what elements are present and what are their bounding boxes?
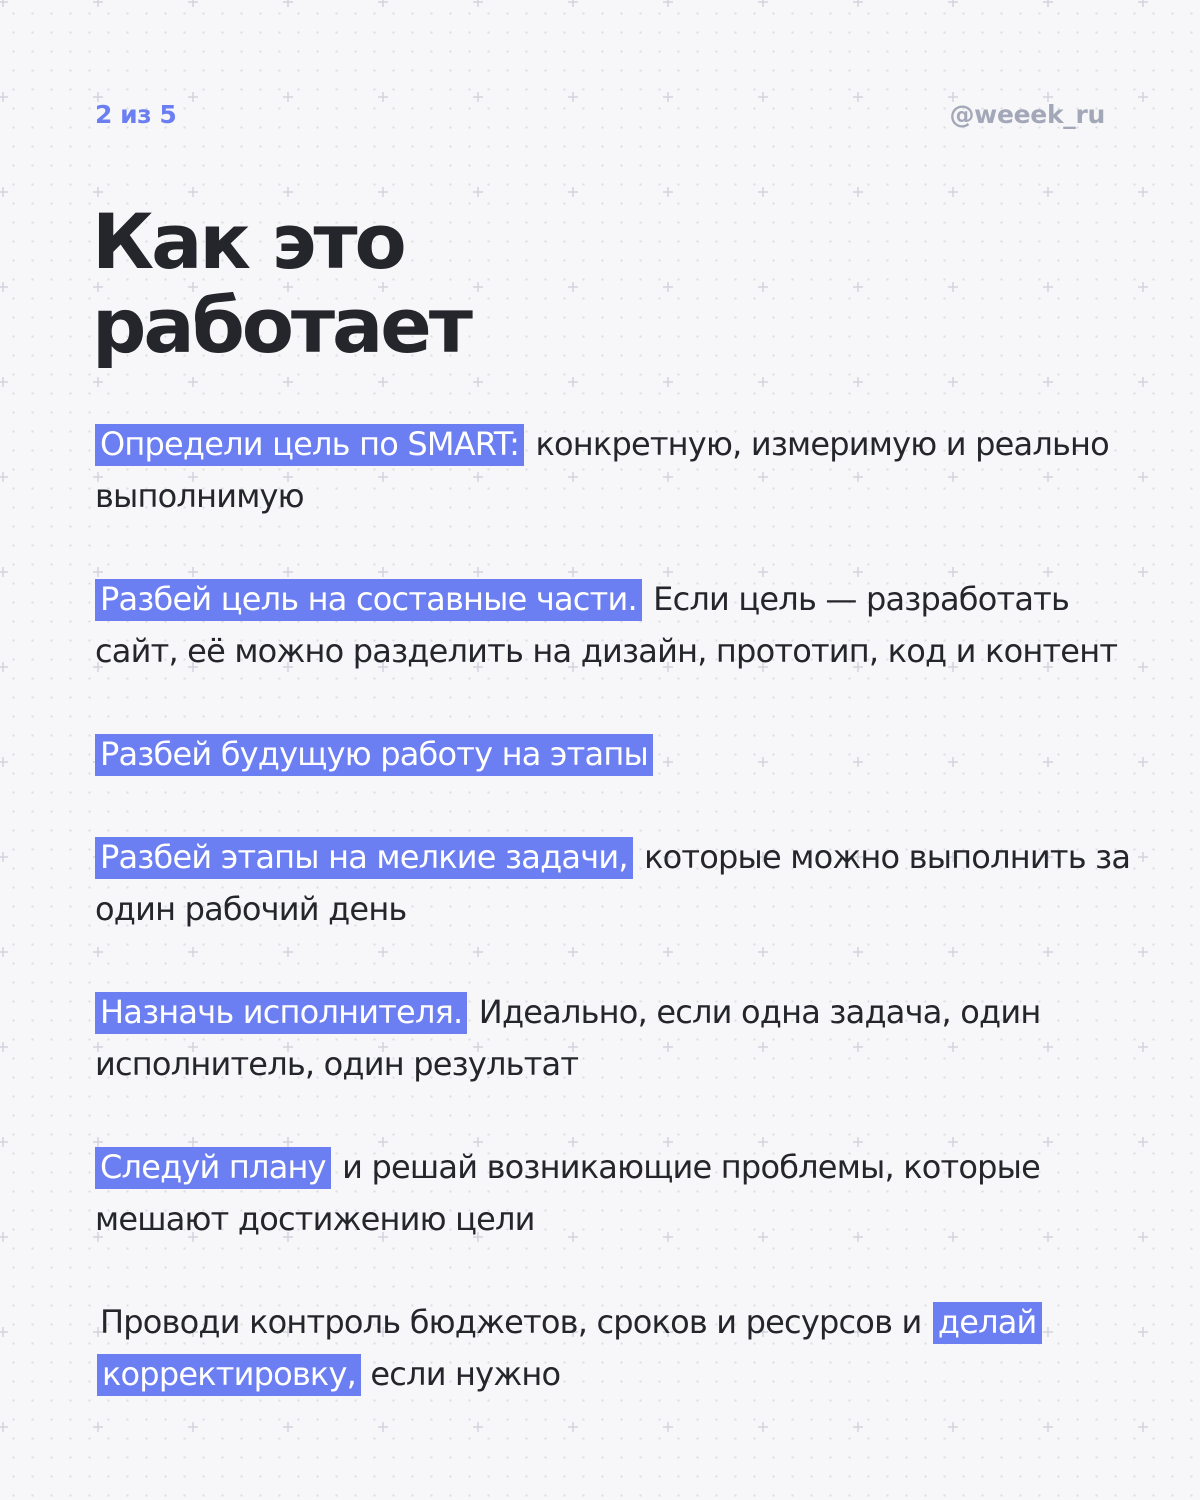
steps-list	[95, 418, 1145, 1451]
slide-counter: 2 из 5	[95, 100, 177, 129]
list-item-highlight: Следуй плану	[95, 1147, 331, 1189]
list-item-highlight: делай корректировку,	[97, 1302, 1042, 1396]
list-item-lead: Проводи контроль бюджетов, сроков и ресурсов и	[100, 1303, 931, 1341]
account-handle: @weeek_ru	[949, 100, 1105, 129]
list-item-highlight: Разбей этапы на мелкие задачи,	[95, 837, 633, 879]
list-item-text: если нужно	[360, 1355, 561, 1393]
list-item-highlight: Назначь исполнителя.	[95, 992, 467, 1034]
list-item-text: конкретную, измеримую и реально выполнимую	[95, 425, 1109, 515]
list-item	[95, 728, 1145, 780]
list-item	[95, 1296, 1145, 1400]
page-title	[92, 197, 470, 370]
list-item-text: Если цель — разработать сайт, её можно разделить на дизайн, прототип, код и контент	[95, 580, 1118, 670]
list-item-text: и решай возникающие проблемы, которые мешают достижению цели	[95, 1148, 1041, 1238]
page-title-line-1: Как это	[92, 197, 404, 286]
list-item-highlight: Разбей цель на составные части.	[95, 579, 642, 621]
list-item	[95, 573, 1145, 677]
list-item	[95, 986, 1145, 1090]
list-item	[95, 831, 1145, 935]
list-item-highlight: Разбей будущую работу на этапы	[95, 734, 653, 776]
list-item	[95, 418, 1145, 522]
page-title-line-2: работает	[92, 281, 470, 370]
list-item	[95, 1141, 1145, 1245]
list-item-text: Идеально, если одна задача, один исполнитель, один результат	[95, 993, 1041, 1083]
list-item-highlight: Определи цель по SMART:	[95, 424, 524, 466]
list-item-text: которые можно выполнить за один рабочий день	[95, 838, 1131, 928]
